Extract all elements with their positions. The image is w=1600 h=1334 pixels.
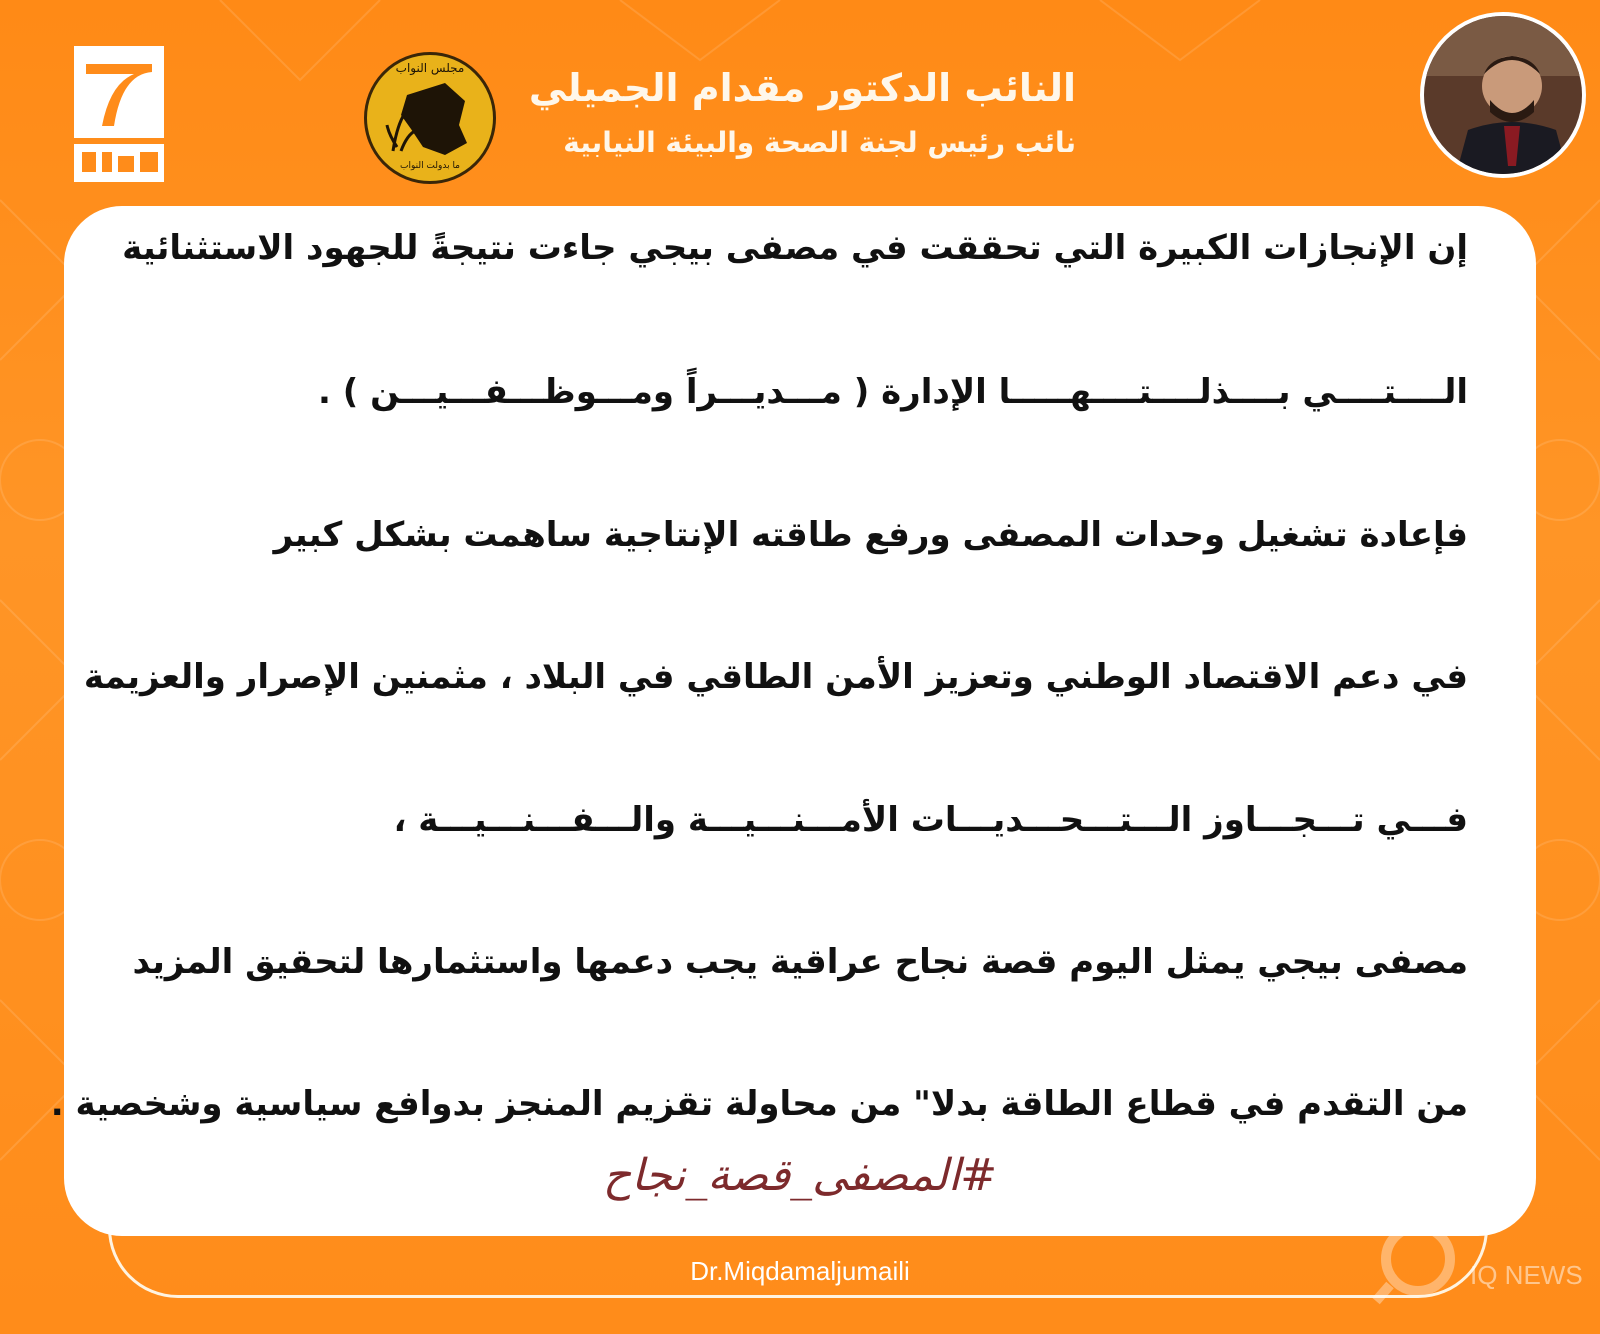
taqaddum-party-logo <box>72 44 166 184</box>
statement-line-7: من التقدم في قطاع الطاقة بدلا" من محاولة تقزيم المنجز بدوافع سياسية وشخصية . <box>50 1084 1468 1124</box>
statement-line-2: الــــتــــي بــــذلــــتــــهـــــا الإدارة ( مـــديـــراً ومـــوظـــفـــيـــن ) . <box>318 372 1468 412</box>
seal-text-top: مجلس النواب <box>395 61 465 75</box>
statement-card <box>50 206 1536 1236</box>
seal-text-bottom: ما بدولت النواب <box>399 161 461 171</box>
hashtag: #المصفى_قصة_نجاح <box>602 1150 998 1201</box>
mp-name: النائب الدكتور مقدام الجميلي <box>528 66 1076 110</box>
social-handle: Dr.Miqdamaljumaili <box>690 1256 910 1286</box>
avatar <box>1420 12 1586 178</box>
mp-role: نائب رئيس لجنة الصحة والبيئة النيابية <box>563 126 1076 159</box>
statement-line-4: في دعم الاقتصاد الوطني وتعزيز الأمن الطاقي في البلاد ، مثمنين الإصرار والعزيمة <box>83 657 1468 697</box>
statement-line-3: فإعادة تشغيل وحدات المصفى ورفع طاقته الإنتاجية ساهمت بشكل كبير <box>273 515 1468 555</box>
iq-news-watermark: IQ NEWS <box>1470 1260 1583 1290</box>
portrait-photo <box>1424 16 1586 178</box>
statement-line-1: إن الإنجازات الكبيرة التي تحققت في مصفى بيجي جاءت نتيجةً للجهود الاستثنائية <box>122 228 1468 268</box>
parliament-seal <box>364 52 496 184</box>
statement-line-6: مصفى بيجي يمثل اليوم قصة نجاح عراقية يجب دعمها واستثمارها لتحقيق المزيد <box>132 942 1468 982</box>
iq-news-logo-icon <box>1370 1215 1480 1305</box>
statement-line-5: فـــي تـــجـــاوز الـــتـــحـــديـــات الأمـــنـــيـــة والـــفـــنـــيـــة ، <box>393 800 1468 840</box>
